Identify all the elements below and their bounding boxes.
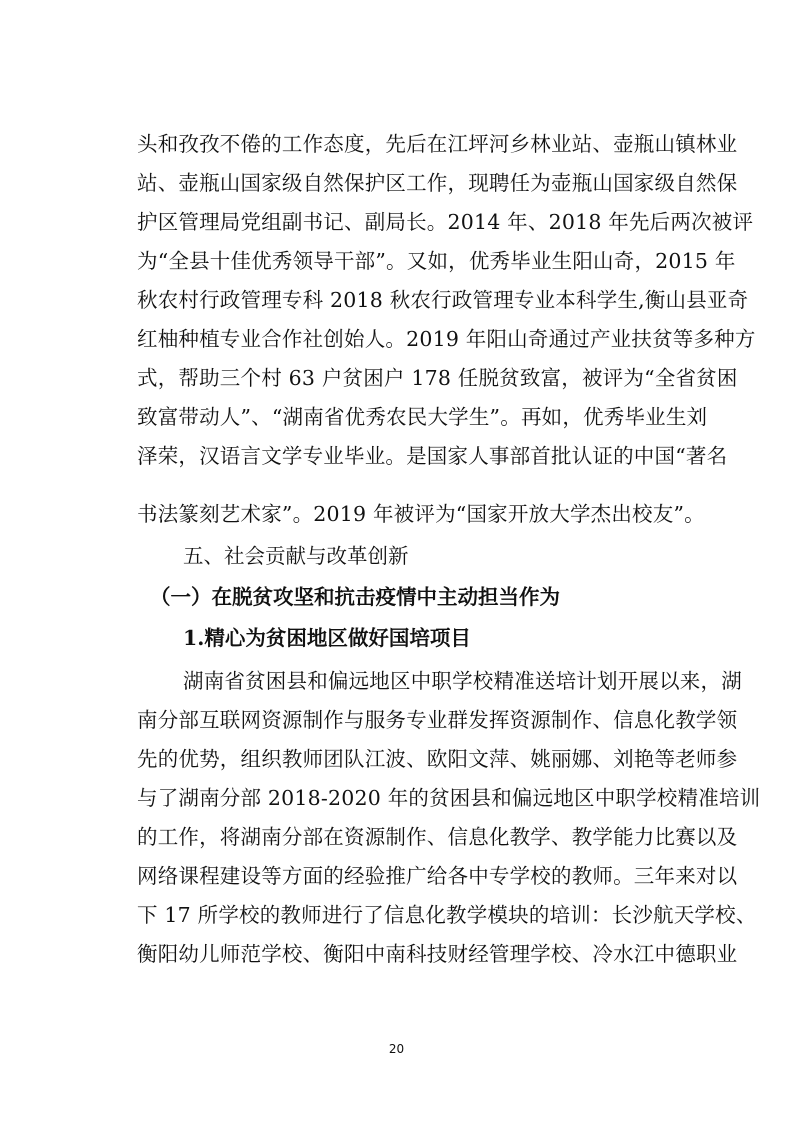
sub-subsection-heading: 1.精心为贫困地区做好国培项目	[183, 626, 471, 650]
paragraph-line: 网络课程建设等方面的经验推广给各中专学校的教师。三年来对以	[137, 864, 738, 888]
paragraph-line: 红柚种植专业合作社创始人。2019 年阳山奇通过产业扶贫等多种方	[137, 327, 756, 351]
paragraph-line: 站、壶瓶山国家级自然保护区工作，现聘任为壶瓶山国家级自然保	[137, 171, 738, 195]
paragraph-line: 下 17 所学校的教师进行了信息化教学模块的培训：长沙航天学校、	[137, 903, 757, 927]
section-heading: 五、社会贡献与改革创新	[183, 544, 409, 568]
paragraph-line: 秋农村行政管理专科 2018 秋农行政管理专业本科学生,衡山县亚奇	[137, 288, 749, 312]
paragraph-line: 南分部互联网资源制作与服务专业群发挥资源制作、信息化教学领	[137, 708, 738, 732]
paragraph-line: 的工作，将湖南分部在资源制作、信息化教学、教学能力比赛以及	[137, 825, 738, 849]
paragraph-line: 湖南省贫困县和偏远地区中职学校精准送培计划开展以来，湖	[183, 669, 742, 693]
paragraph-line: 先的优势，组织教师团队江波、欧阳文萍、姚丽娜、刘艳等老师参	[137, 747, 738, 771]
paragraph-line: 衡阳幼儿师范学校、衡阳中南科技财经管理学校、冷水江中德职业	[137, 942, 738, 966]
paragraph-line: 书法篆刻艺术家”。2019 年被评为“国家开放大学杰出校友”。	[137, 502, 705, 526]
paragraph-line: 头和孜孜不倦的工作态度，先后在江坪河乡林业站、壶瓶山镇林业	[137, 132, 738, 156]
paragraph-line: 护区管理局党组副书记、副局长。2014 年、2018 年先后两次被评	[137, 210, 754, 234]
paragraph-line: 与了湖南分部 2018-2020 年的贫困县和偏远地区中职学校精准培训	[137, 786, 761, 810]
page-number: 20	[388, 1042, 405, 1056]
paragraph-line: 泽荣，汉语言文学专业毕业。是国家人事部首批认证的中国“著名	[137, 444, 728, 468]
paragraph-line: 致富带动人”、“湖南省优秀农民大学生”。再如，优秀毕业生刘	[137, 405, 708, 429]
paragraph-line: 为“全县十佳优秀领导干部”。又如，优秀毕业生阳山奇，2015 年	[137, 249, 736, 273]
paragraph-line: 式，帮助三个村 63 户贫困户 178 任脱贫致富，被评为“全省贫困	[137, 366, 738, 390]
subsection-heading: （一）在脱贫攻坚和抗击疫情中主动担当作为	[150, 585, 560, 609]
